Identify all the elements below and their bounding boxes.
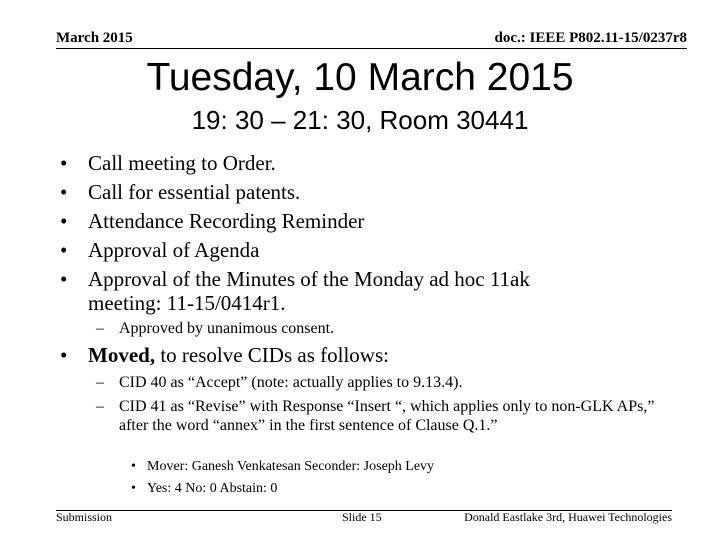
moved-text: to resolve CIDs as follows:	[155, 343, 389, 367]
header-date: March 2015	[56, 30, 133, 46]
moved-label: Moved,	[88, 343, 156, 367]
vote-text: Yes: 4 No: 0 Abstain: 0	[147, 481, 278, 496]
bullet-icon: •	[60, 267, 68, 291]
bullet-text: Call for essential patents.	[88, 180, 301, 204]
footer-left: Submission	[56, 510, 113, 524]
cid-text: CID 40 as “Accept” (note: actually applies to 9.13.4).	[119, 374, 463, 391]
vote-text: Mover: Ganesh Venkatesan Seconder: Joseph Levy	[147, 459, 435, 474]
bullet-icon: •	[131, 481, 136, 496]
bullet-text: Approval of Agenda	[88, 238, 260, 262]
bullet-text: Approval of the Minutes of the Monday ad hoc 11ak meeting: 11-15/0414r1.	[88, 267, 530, 315]
dash-icon: –	[96, 398, 104, 415]
bullet-icon: •	[60, 343, 68, 367]
dash-icon: –	[96, 320, 104, 337]
footer-author: Donald Eastlake 3rd, Huawei Technologies	[464, 510, 672, 524]
slide-subtitle: 19: 30 – 21: 30, Room 30441	[191, 105, 529, 135]
bullet-icon: •	[60, 151, 68, 175]
bullet-icon: •	[60, 238, 68, 262]
bullet-icon: •	[131, 459, 136, 474]
sub-bullet-text: Approved by unanimous consent.	[119, 320, 335, 337]
cid-text: CID 41 as “Revise” with Response “Insert “, which applies only to non-GLK APs,” after the word “annex” in the first sentence of Clause Q.1.”	[119, 398, 655, 434]
bullet-text: Call meeting to Order.	[88, 151, 276, 175]
slide-title: Tuesday, 10 March 2015	[146, 56, 574, 99]
bullet-icon: •	[60, 209, 68, 233]
bullet-text: Attendance Recording Reminder	[88, 209, 365, 233]
header-divider	[56, 48, 687, 49]
bullet-icon: •	[60, 180, 68, 204]
header-doc-id: doc.: IEEE P802.11-15/0237r8	[494, 30, 687, 46]
footer-slide-number: Slide 15	[342, 510, 382, 524]
dash-icon: –	[96, 374, 104, 391]
